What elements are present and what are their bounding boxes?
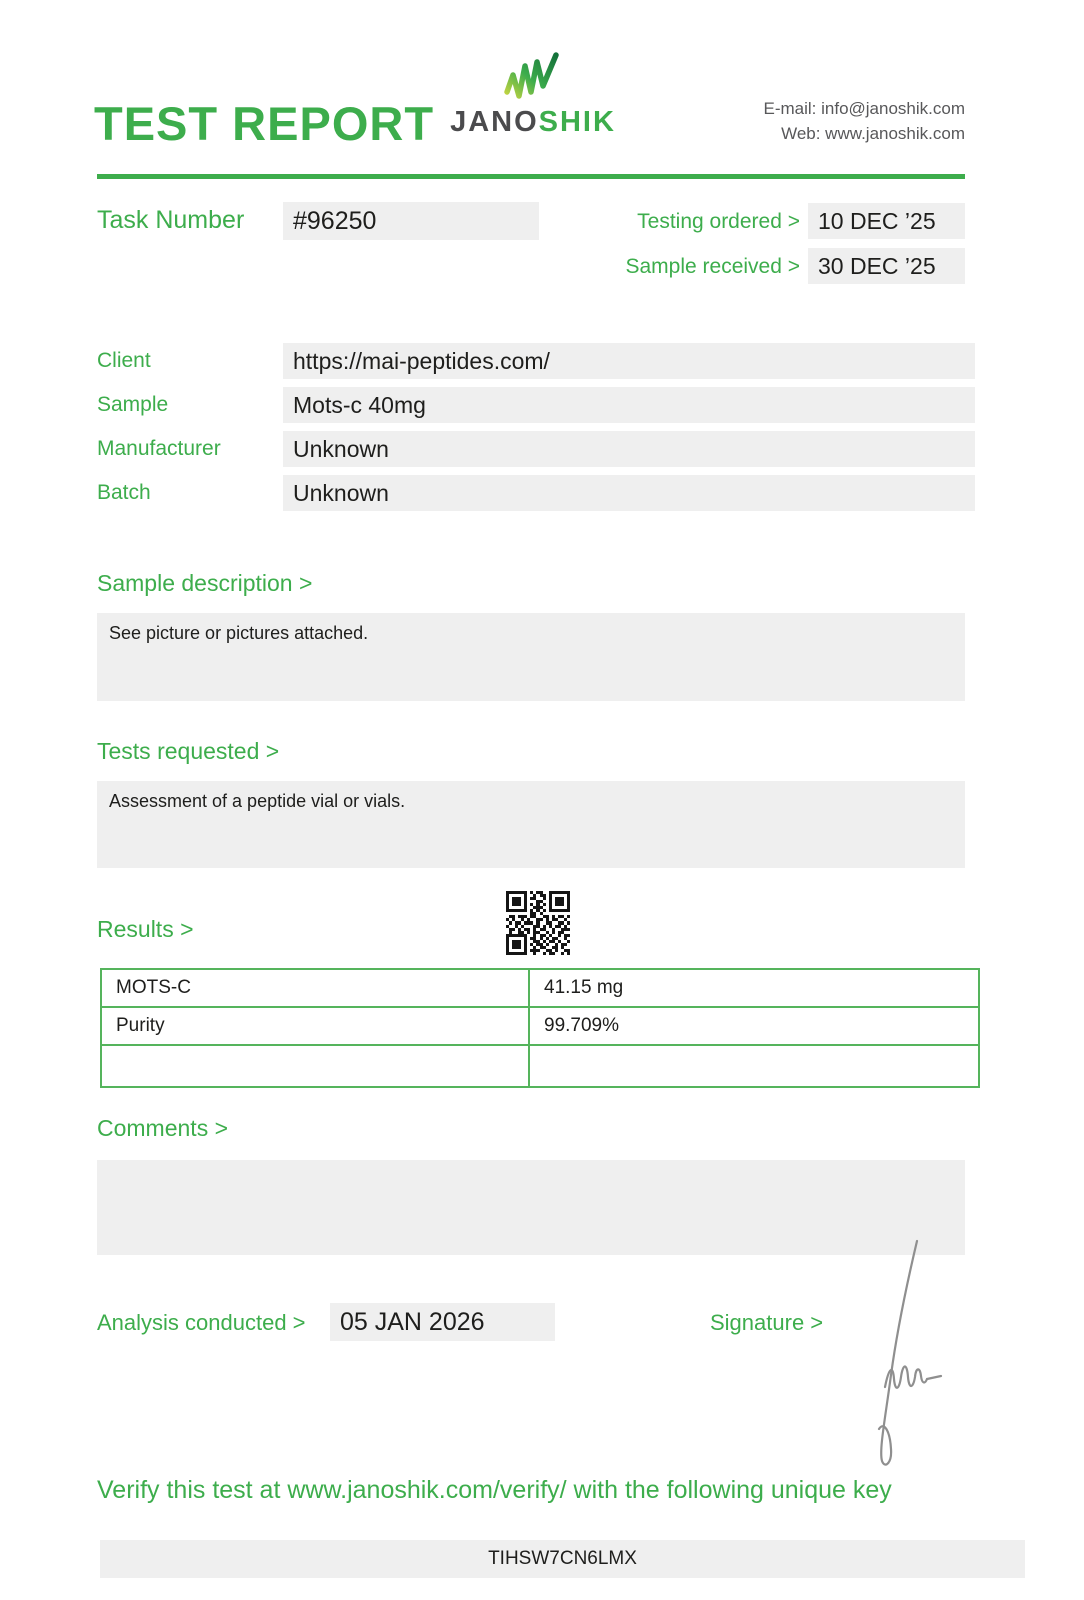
result-value-cell: 41.15 mg bbox=[544, 977, 624, 998]
page-title: TEST REPORT bbox=[94, 97, 435, 150]
tests-requested-heading: Tests requested > bbox=[97, 738, 280, 764]
sample-label: Sample bbox=[97, 393, 169, 416]
analysis-conducted-label: Analysis conducted > bbox=[97, 1310, 306, 1335]
sample-value: Mots-c 40mg bbox=[283, 387, 975, 423]
manufacturer-value: Unknown bbox=[283, 431, 975, 467]
batch-value: Unknown bbox=[283, 475, 975, 511]
sample-received-label: Sample received > bbox=[625, 255, 800, 278]
analysis-date-value: 05 JAN 2026 bbox=[330, 1303, 555, 1341]
table-row bbox=[102, 1044, 978, 1086]
logo-wordmark bbox=[448, 106, 618, 139]
task-number-value: #96250 bbox=[283, 202, 539, 240]
chart-growth-icon bbox=[502, 50, 564, 104]
results-table bbox=[100, 968, 980, 1088]
sample-description-box bbox=[97, 613, 965, 701]
result-value-cell: 99.709% bbox=[544, 1015, 620, 1036]
contact-web: Web: www.janoshik.com bbox=[781, 124, 965, 143]
contact-info bbox=[640, 96, 965, 146]
result-name-cell bbox=[102, 1046, 530, 1086]
result-name-cell: Purity bbox=[102, 1008, 530, 1044]
signature-image bbox=[851, 1235, 951, 1470]
janoshik-logo bbox=[448, 50, 618, 139]
comments-box bbox=[97, 1160, 965, 1255]
qr-code bbox=[506, 891, 570, 955]
result-name-cell: MOTS-C bbox=[102, 970, 530, 1006]
tests-requested-text: Assessment of a peptide vial or vials. bbox=[109, 791, 406, 811]
comments-heading: Comments > bbox=[97, 1115, 229, 1141]
verify-instruction: Verify this test at www.janoshik.com/verify/ with the following unique key bbox=[97, 1476, 892, 1504]
header-divider bbox=[97, 174, 965, 179]
logo-text-jano: JANO bbox=[450, 106, 539, 138]
sample-description-text: See picture or pictures attached. bbox=[109, 623, 369, 643]
task-number-label: Task Number bbox=[97, 206, 245, 234]
result-value-cell bbox=[530, 1046, 978, 1086]
sample-description-heading: Sample description > bbox=[97, 570, 313, 596]
results-heading: Results > bbox=[97, 916, 194, 942]
contact-email: E-mail: info@janoshik.com bbox=[763, 99, 965, 118]
client-label: Client bbox=[97, 349, 151, 372]
testing-ordered-label: Testing ordered > bbox=[637, 210, 800, 233]
batch-label: Batch bbox=[97, 481, 151, 504]
signature-label: Signature > bbox=[710, 1310, 824, 1335]
logo-text-shik: SHIK bbox=[538, 106, 616, 138]
client-value: https://mai-peptides.com/ bbox=[283, 343, 975, 379]
table-row bbox=[102, 1006, 978, 1044]
manufacturer-label: Manufacturer bbox=[97, 437, 221, 460]
sample-received-value: 30 DEC ’25 bbox=[808, 248, 965, 284]
table-row bbox=[102, 970, 978, 1006]
testing-ordered-value: 10 DEC ’25 bbox=[808, 203, 965, 239]
unique-key-value: TIHSW7CN6LMX bbox=[100, 1540, 1025, 1578]
tests-requested-box bbox=[97, 781, 965, 868]
